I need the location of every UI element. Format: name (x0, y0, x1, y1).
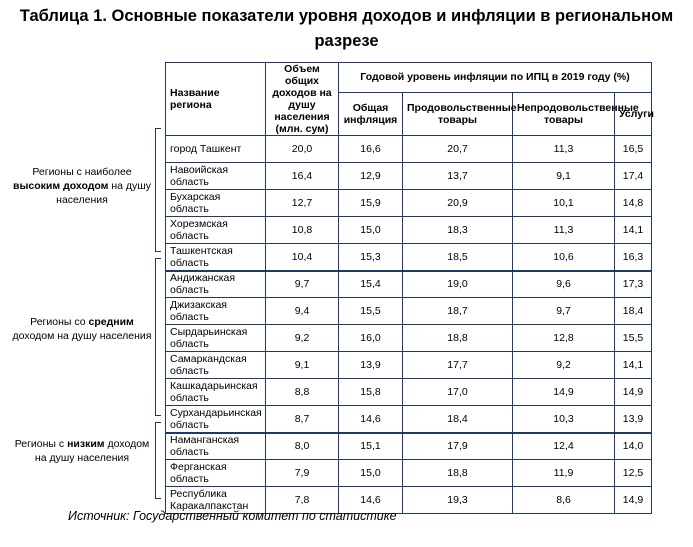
header-nonfood: Непродовольственные товары (513, 92, 615, 135)
nonfood-inflation-cell: 10,3 (513, 406, 615, 433)
food-inflation-cell: 19,3 (403, 487, 513, 514)
table-row (166, 190, 652, 217)
services-inflation-cell: 13,9 (615, 406, 652, 433)
overall-inflation-cell: 15,1 (339, 433, 403, 460)
food-inflation-cell: 18,8 (403, 325, 513, 352)
table-title: Таблица 1. Основные показатели уровня доходов и инфляции в региональном разрезе (19, 7, 674, 50)
food-inflation-cell: 19,0 (403, 271, 513, 298)
table-row (166, 271, 652, 298)
overall-inflation-cell: 15,0 (339, 460, 403, 487)
table-row (166, 379, 652, 406)
income-cell: 9,2 (266, 325, 339, 352)
nonfood-inflation-cell: 9,7 (513, 298, 615, 325)
food-inflation-cell: 18,3 (403, 217, 513, 244)
overall-inflation-cell: 15,8 (339, 379, 403, 406)
overall-inflation-cell: 15,4 (339, 271, 403, 298)
services-inflation-cell: 16,5 (615, 136, 652, 163)
header-food: Продовольственные товары (403, 92, 513, 135)
region-name-cell: Ташкентская область (166, 244, 266, 271)
nonfood-inflation-cell: 11,9 (513, 460, 615, 487)
overall-inflation-cell: 15,9 (339, 190, 403, 217)
income-cell: 8,7 (266, 406, 339, 433)
services-inflation-cell: 15,5 (615, 325, 652, 352)
region-name-cell: Джизакская область (166, 298, 266, 325)
nonfood-inflation-cell: 14,9 (513, 379, 615, 406)
region-name-cell: Ферганская область (166, 460, 266, 487)
header-region: Название региона (166, 63, 266, 136)
services-inflation-cell: 14,1 (615, 352, 652, 379)
overall-inflation-cell: 14,6 (339, 487, 403, 514)
services-inflation-cell: 14,0 (615, 433, 652, 460)
group-label-high: Регионы с наиболее высоким доходом на душу населения (13, 166, 151, 206)
nonfood-inflation-cell: 8,6 (513, 487, 615, 514)
nonfood-inflation-cell: 9,2 (513, 352, 615, 379)
income-inflation-table (165, 62, 652, 514)
overall-inflation-cell: 16,6 (339, 136, 403, 163)
region-name-cell: Кашкадарьинская область (166, 379, 266, 406)
food-inflation-cell: 17,9 (403, 433, 513, 460)
income-cell: 20,0 (266, 136, 339, 163)
nonfood-inflation-cell: 9,6 (513, 271, 615, 298)
nonfood-inflation-cell: 11,3 (513, 217, 615, 244)
region-name-cell: Хорезмская область (166, 217, 266, 244)
income-cell: 7,9 (266, 460, 339, 487)
region-name-cell: Бухарская область (166, 190, 266, 217)
services-inflation-cell: 18,4 (615, 298, 652, 325)
region-name-cell: город Ташкент (166, 136, 266, 163)
overall-inflation-cell: 14,6 (339, 406, 403, 433)
services-inflation-cell: 17,3 (615, 271, 652, 298)
header-overall: Общая инфляция (339, 92, 403, 135)
group-label-low: Регионы с низким доходом на душу населения (14, 438, 150, 464)
food-inflation-cell: 18,8 (403, 460, 513, 487)
group-label-medium: Регионы со средним доходом на душу населения (12, 316, 152, 342)
group-bracket-high (155, 128, 161, 252)
nonfood-inflation-cell: 11,3 (513, 136, 615, 163)
header-income: Объем общих доходов на душу населения (млн. сум) (266, 63, 339, 136)
services-inflation-cell: 12,5 (615, 460, 652, 487)
overall-inflation-cell: 16,0 (339, 325, 403, 352)
region-name-cell: Сурхандарьинская область (166, 406, 266, 433)
region-name-cell: Самаркандская область (166, 352, 266, 379)
food-inflation-cell: 18,4 (403, 406, 513, 433)
income-cell: 16,4 (266, 163, 339, 190)
table-row (166, 406, 652, 433)
nonfood-inflation-cell: 10,6 (513, 244, 615, 271)
region-name-cell: Республика Каракалпакстан (166, 487, 266, 514)
services-inflation-cell: 14,9 (615, 487, 652, 514)
income-cell: 9,7 (266, 271, 339, 298)
food-inflation-cell: 18,5 (403, 244, 513, 271)
table-row (166, 244, 652, 271)
services-inflation-cell: 14,9 (615, 379, 652, 406)
income-cell: 9,4 (266, 298, 339, 325)
header-services: Услуги (615, 92, 652, 135)
region-name-cell: Наманганская область (166, 433, 266, 460)
food-inflation-cell: 17,7 (403, 352, 513, 379)
income-cell: 10,8 (266, 217, 339, 244)
overall-inflation-cell: 15,5 (339, 298, 403, 325)
nonfood-inflation-cell: 9,1 (513, 163, 615, 190)
nonfood-inflation-cell: 12,4 (513, 433, 615, 460)
income-cell: 8,8 (266, 379, 339, 406)
overall-inflation-cell: 15,3 (339, 244, 403, 271)
income-cell: 7,8 (266, 487, 339, 514)
food-inflation-cell: 20,7 (403, 136, 513, 163)
services-inflation-cell: 17,4 (615, 163, 652, 190)
income-cell: 10,4 (266, 244, 339, 271)
income-cell: 12,7 (266, 190, 339, 217)
food-inflation-cell: 18,7 (403, 298, 513, 325)
nonfood-inflation-cell: 12,8 (513, 325, 615, 352)
group-bracket-low (155, 422, 161, 499)
food-inflation-cell: 13,7 (403, 163, 513, 190)
income-cell: 8,0 (266, 433, 339, 460)
overall-inflation-cell: 15,0 (339, 217, 403, 244)
nonfood-inflation-cell: 10,1 (513, 190, 615, 217)
table-row (166, 217, 652, 244)
table-row (166, 433, 652, 460)
table-row (166, 352, 652, 379)
region-name-cell: Сырдарьинская область (166, 325, 266, 352)
table-row (166, 460, 652, 487)
header-inflation-group: Годовой уровень инфляции по ИПЦ в 2019 году (%) (339, 63, 652, 93)
table-row (166, 163, 652, 190)
overall-inflation-cell: 12,9 (339, 163, 403, 190)
group-bracket-medium (155, 258, 161, 416)
source-note: Источник: Государственный комитет по статистике (68, 509, 397, 523)
food-inflation-cell: 20,9 (403, 190, 513, 217)
overall-inflation-cell: 13,9 (339, 352, 403, 379)
table-row (166, 298, 652, 325)
food-inflation-cell: 17,0 (403, 379, 513, 406)
region-name-cell: Андижанская область (166, 271, 266, 298)
services-inflation-cell: 14,1 (615, 217, 652, 244)
table-row (166, 136, 652, 163)
services-inflation-cell: 14,8 (615, 190, 652, 217)
income-cell: 9,1 (266, 352, 339, 379)
region-name-cell: Навоийская область (166, 163, 266, 190)
table-row (166, 325, 652, 352)
services-inflation-cell: 16,3 (615, 244, 652, 271)
